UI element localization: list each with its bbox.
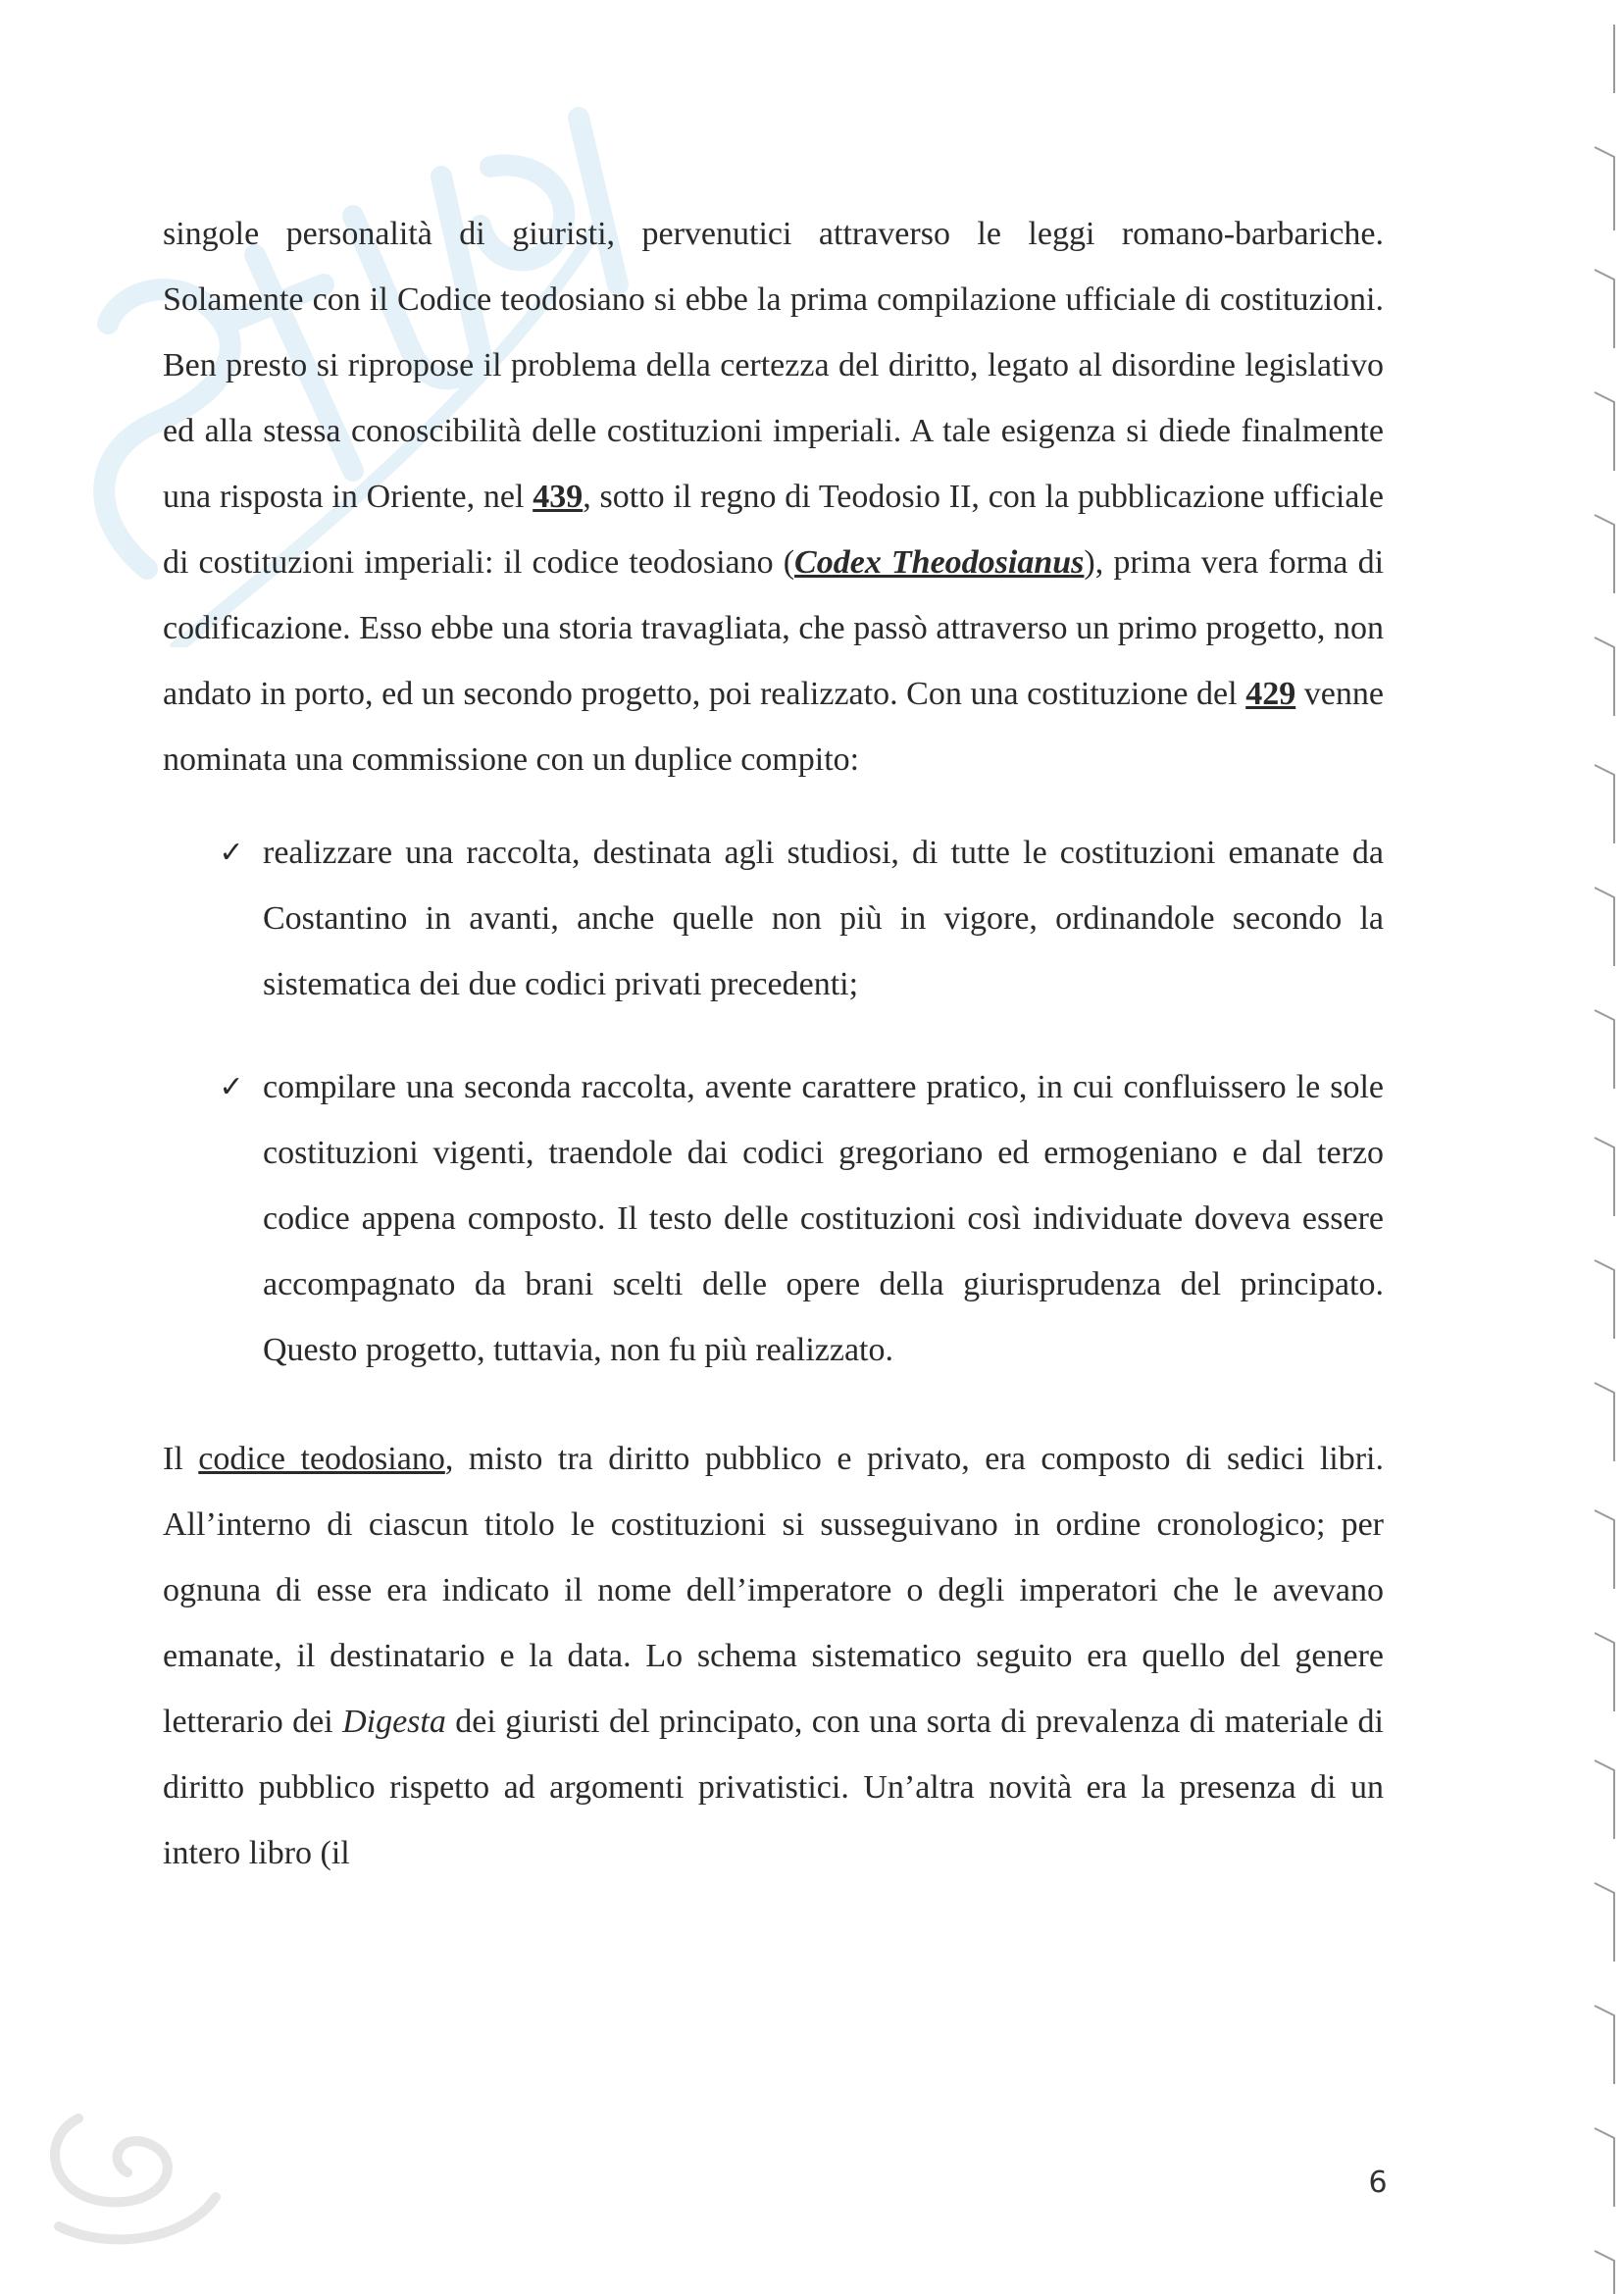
list-item-text: compilare una seconda raccolta, avente carattere pratico, in cui confluissero le sole costituzioni vigenti, traendole dai codici gregoriano ed ermogeniano e dal terzo codice appena composto. Il testo delle costituzioni così individuate doveva essere accompagnato da brani scelti delle opere della giurisprudenza del principato. Questo progetto, tuttavia, non fu più realizzato. [263,1069,1384,1368]
corner-swirl-logo [20,2079,245,2266]
codex-theodosianus-link[interactable]: Codex Theodosianus [794,544,1085,581]
paragraph-text: Il [163,1441,199,1477]
checkmark-icon: ✓ [219,1070,244,1104]
year-link-439[interactable]: 439 [533,479,584,515]
paragraph-text: singole personalità di giuristi, pervenutici attraverso le leggi romano-barbariche. Solamente con il Codice teodosiano si ebbe la prima compilazione ufficiale di costituzioni. Ben presto si ripropose il problema della certezza del diritto, legato al disordine legislativo ed alla stessa conoscibilità delle costituzioni imperiali. A tale esigenza si diede finalmente una risposta in Oriente, nel [163,216,1384,515]
swirl-shapes [55,2118,216,2239]
binding-marks [1585,0,1624,2294]
list-item-text: realizzare una raccolta, destinata agli studiosi, di tutte le costituzioni emanate da Costantino in avanti, anche quelle non più in vigore, ordinandole secondo la sistematica dei due codici privati precedenti; [263,835,1384,1002]
year-link-429[interactable]: 429 [1245,676,1296,712]
codice-teodosiano-link[interactable]: codice teodosiano [198,1441,445,1477]
paragraph-text: venne nominata una commissione con un duplice compito: [163,676,1384,778]
paragraph-codice [163,1426,1384,1886]
page-number: 6 [1368,2166,1388,2200]
binding-ticks [1595,25,1614,2294]
main-text [163,201,1384,1886]
digesta-term: Digesta [342,1704,446,1740]
paragraph-text: dei giuristi del principato, con una sorta di prevalenza di materiale di diritto pubblico rispetto ad argomenti privatistici. Un’altra novità era la presenza di un intero libro (il [163,1704,1384,1871]
list-item [163,1054,1384,1383]
spacer [163,1383,1384,1426]
spacer [163,1017,1384,1054]
paragraph-text: ), prima vera forma di codificazione. Esso ebbe una storia travagliata, che passò attraverso un primo progetto, non andato in porto, ed un secondo progetto, poi realizzato. Con una costituzione del [163,544,1385,712]
list-item [163,820,1384,1017]
paragraph-intro [163,201,1384,792]
paragraph-text: , sotto il regno di Teodosio II, con la pubblicazione ufficiale di costituzioni imperiali: il codice teodosiano ( [163,479,1384,581]
paragraph-text: , misto tra diritto pubblico e privato, era composto di sedici libri. All’interno di ciascun titolo le costituzioni si susseguivano in ordine cronologico; per ognuna di esse era indicato il nome dell’imperatore o degli imperatori che le avevano emanate, il destinatario e la data. Lo schema sistematico seguito era quello del genere letterario dei [163,1441,1384,1740]
task-list [163,820,1384,1383]
checkmark-icon: ✓ [219,836,244,870]
spacer [163,792,1384,820]
